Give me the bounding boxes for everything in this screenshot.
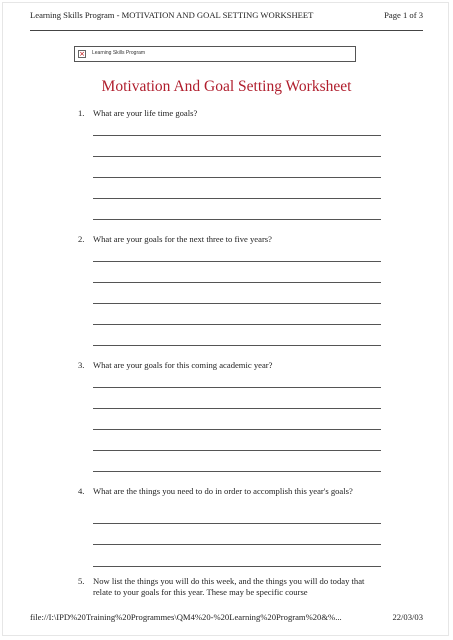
question-number: 4. — [78, 486, 85, 496]
answer-line[interactable] — [93, 471, 381, 472]
answer-line[interactable] — [93, 261, 381, 262]
answer-line[interactable] — [93, 450, 381, 451]
question-text: What are the things you need to do in order to accomplish this year's goals? — [93, 486, 353, 496]
answer-line[interactable] — [93, 566, 381, 567]
question-1 — [78, 108, 378, 119]
question-3 — [78, 360, 378, 371]
image-placeholder — [74, 46, 356, 62]
question-5 — [78, 576, 378, 598]
question-text: Now list the things you will do this week, and the things you will do today that relate to your goals for this year. These may be specific course — [93, 576, 365, 597]
page-border — [2, 2, 449, 636]
answer-line[interactable] — [93, 408, 381, 409]
question-text: What are your life time goals? — [93, 108, 198, 118]
answer-line[interactable] — [93, 544, 381, 545]
answer-line[interactable] — [93, 219, 381, 220]
header-page-number: Page 1 of 3 — [384, 10, 423, 20]
answer-line[interactable] — [93, 198, 381, 199]
question-text: What are your goals for the next three to five years? — [93, 234, 272, 244]
answer-line[interactable] — [93, 324, 381, 325]
answer-line[interactable] — [93, 156, 381, 157]
answer-line[interactable] — [93, 303, 381, 304]
print-header — [30, 10, 423, 20]
footer-file-path: file://I:\IPD%20Training%20Programmes\QM4%20-%20Learning%20Program%20&%... — [30, 612, 342, 622]
answer-line[interactable] — [93, 429, 381, 430]
answer-line[interactable] — [93, 523, 381, 524]
question-2 — [78, 234, 378, 245]
header-rule — [30, 30, 423, 31]
question-number: 1. — [78, 108, 85, 118]
footer-date: 22/03/03 — [392, 612, 423, 622]
header-title: Learning Skills Program - MOTIVATION AND GOAL SETTING WORKSHEET — [30, 10, 314, 20]
question-number: 2. — [78, 234, 85, 244]
page-title: Motivation And Goal Setting Worksheet — [101, 78, 352, 95]
question-number: 5. — [78, 576, 85, 586]
image-alt-text: Learning Skills Program — [92, 50, 146, 56]
question-4 — [78, 486, 378, 497]
answer-line[interactable] — [93, 387, 381, 388]
print-footer — [30, 612, 423, 622]
answer-line[interactable] — [93, 282, 381, 283]
answer-line[interactable] — [93, 135, 381, 136]
broken-image-icon: × — [79, 50, 85, 58]
answer-line[interactable] — [93, 345, 381, 346]
question-number: 3. — [78, 360, 85, 370]
answer-line[interactable] — [93, 177, 381, 178]
question-text: What are your goals for this coming academic year? — [93, 360, 273, 370]
